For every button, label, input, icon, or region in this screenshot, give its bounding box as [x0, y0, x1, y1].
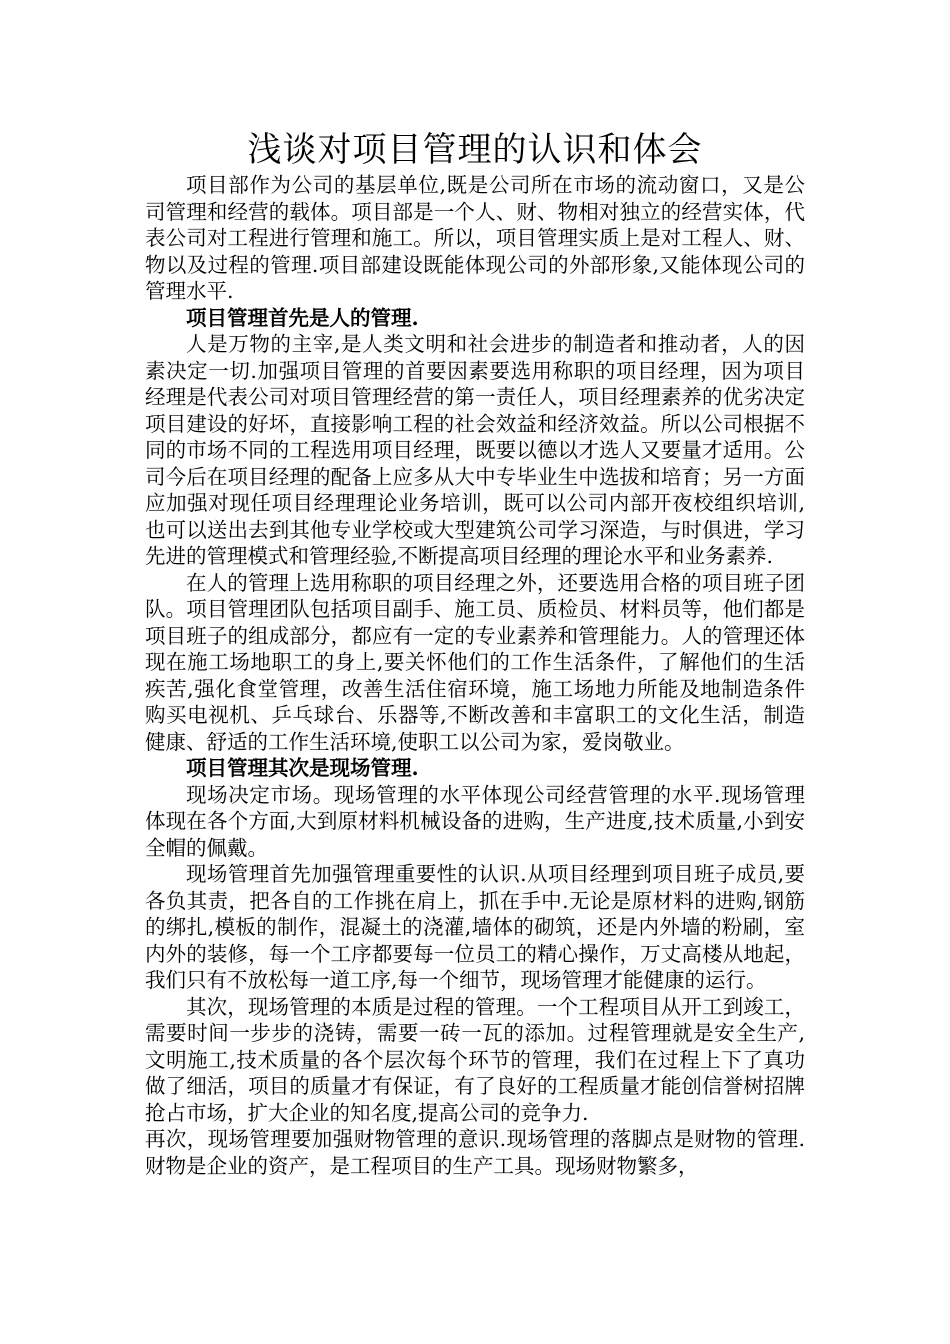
- paragraph-site-2: 现场管理首先加强管理重要性的认识.从项目经理到项目班子成员,要各负其责，把各自的工作挑在肩上，抓在手中.无论是原材料的进购,钢筋的绑扎,模板的制作，混凝土的浇灌,墙体的砌筑，还是内外墙的粉刷，室内外的装修，每一个工序都要每一位员工的精心操作，万丈高楼从地起，我们只有不放松每一道工序,每一个细节，现场管理才能健康的运行。: [145, 862, 805, 992]
- paragraph-site-4: 再次，现场管理要加强财物管理的意识.现场管理的落脚点是财物的管理.财物是企业的资产，是工程项目的生产工具。现场财物繁多，: [145, 1127, 805, 1178]
- section-heading-people: 项目管理首先是人的管理.: [186, 305, 419, 330]
- paragraph-people-1: 人是万物的主宰,是人类文明和社会进步的制造者和推动者，人的因素决定一切.加强项目管理的首要因素要选用称职的项目经理，因为项目经理是代表公司对项目管理经营的第一责任人，项目经理素养的优劣决定项目建设的好坏，直接影响工程的社会效益和经济效益。所以公司根据不同的市场不同的工程选用项目经理，既要以德以才选人又要量才适用。公司今后在项目经理的配备上应多从大中专毕业生中选拔和培育；另一方面应加强对现任项目经理理论业务培训，既可以公司内部开夜校组织培训,也可以送出去到其他专业学校或大型建筑公司学习深造，与时俱进，学习先进的管理模式和管理经验,不断提高项目经理的理论水平和业务素养.: [145, 332, 805, 568]
- paragraph-site-1: 现场决定市场。现场管理的水平体现公司经营管理的水平.现场管理体现在各个方面,大到原材料机械设备的进购，生产进度,技术质量,小到安全帽的佩戴。: [145, 782, 805, 860]
- section-heading-site: 项目管理其次是现场管理.: [186, 756, 419, 780]
- document-title: 浅谈对项目管理的认识和体会: [247, 130, 703, 170]
- paragraph-intro: 项目部作为公司的基层单位,既是公司所在市场的流动窗口，又是公司管理和经营的载体。项目部是一个人、财、物相对独立的经营实体，代表公司对工程进行管理和施工。所以，项目管理实质上是对工程人、财、物以及过程的管理.项目部建设既能体现公司的外部形象,又能体现公司的管理水平.: [145, 173, 805, 303]
- paragraph-people-2: 在人的管理上选用称职的项目经理之外，还要选用合格的项目班子团队。项目管理团队包括项目副手、施工员、质检员、材料员等，他们都是项目班子的组成部分，都应有一定的专业素养和管理能力。人的管理还体现在施工场地职工的身上,要关怀他们的工作生活条件，了解他们的生活疾苦,强化食堂管理，改善生活住宿环境，施工场地力所能及地制造条件购买电视机、乒乓球台、乐器等,不断改善和丰富职工的文化生活，制造健康、舒适的工作生活环境,使职工以公司为家，爱岗敬业。: [145, 570, 805, 754]
- document-page: [145, 128, 805, 1179]
- paragraph-site-3: 其次，现场管理的本质是过程的管理。一个工程项目从开工到竣工，需要时间一步步的浇铸，需要一砖一瓦的添加。过程管理就是安全生产,文明施工,技术质量的各个层次每个环节的管理，我们在过程上下了真功做了细活，项目的质量才有保证，有了良好的工程质量才能创信誉树招牌抢占市场，扩大企业的知名度,提高公司的竞争力.: [145, 994, 805, 1125]
